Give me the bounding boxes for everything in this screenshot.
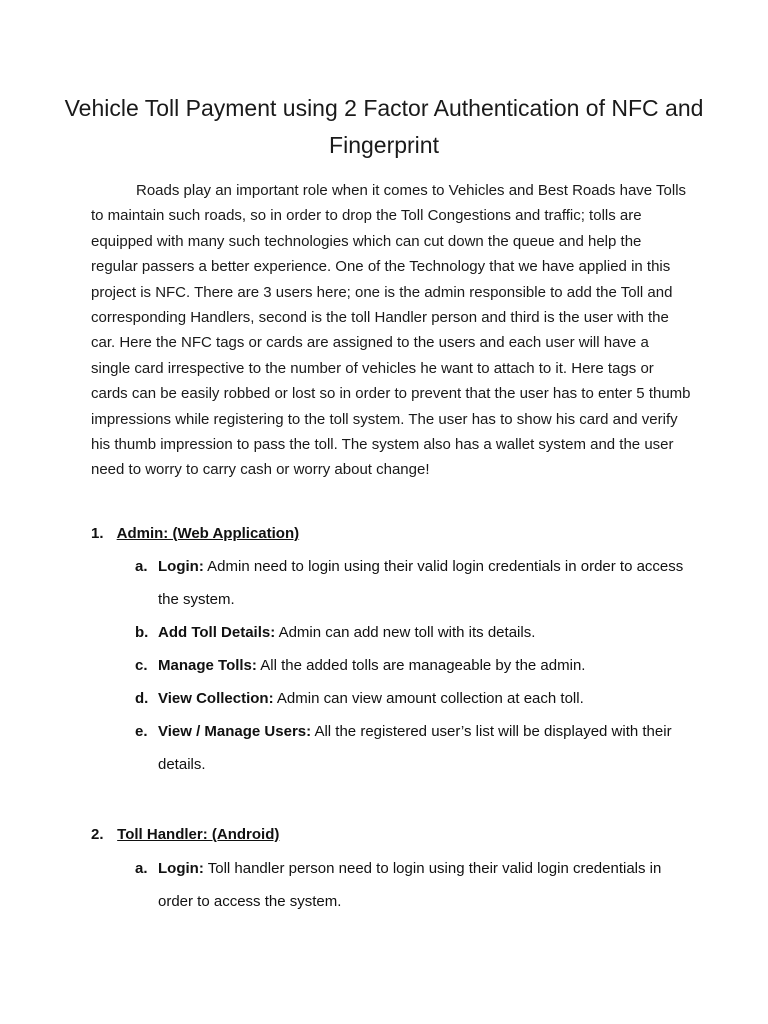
list-item <box>135 616 695 649</box>
item-text: Admin need to login using their valid login credentials in order to access the system. <box>158 558 684 608</box>
section-label: Admin: (Web Application) <box>116 525 300 542</box>
item-key: Login: <box>158 558 204 575</box>
section-label: Toll Handler: (Android) <box>117 826 280 843</box>
item-letter: e. <box>135 723 148 740</box>
section-heading-toll-handler <box>91 824 279 846</box>
document-title: Vehicle Toll Payment using 2 Factor Authentication of NFC and Fingerprint <box>64 95 704 158</box>
section-heading-admin <box>91 523 299 545</box>
intro-paragraph: Roads play an important role when it comes to Vehicles and Best Roads have Tolls to maintain such roads, so in order to drop the Toll Congestions and traffic; tolls are equipped with many such technologies which can cut down the queue and help the regular passers a better experience. One of the Technology that we have applied in this project is NFC. There are 3 users here; one is the admin responsible to add the Toll and corresponding Handlers, second is the toll Handler person and third is the user with the car. Here the NFC tags or cards are assigned to the users and each user will have a single card irrespective to the number of vehicles he want to attach to it. Here tags or cards can be easily robbed or lost so in order to prevent that the user has to enter 5 thumb impressions while registering to the toll system. The user has to show his card and verify his thumb impression to pass the toll. The system also has a wallet system and the user need to worry to carry cash or worry about change! <box>91 182 691 479</box>
item-letter: c. <box>135 657 148 674</box>
list-item <box>135 715 695 781</box>
section-number: 1. <box>91 525 104 542</box>
item-text: Admin can add new toll with its details. <box>275 624 536 641</box>
item-text: Toll handler person need to login using their valid login credentials in order to access the system. <box>158 860 662 910</box>
item-key: Add Toll Details: <box>158 624 276 641</box>
item-text: Admin can view amount collection at each toll. <box>273 690 584 707</box>
list-item <box>135 852 695 918</box>
item-letter: a. <box>135 860 148 877</box>
item-key: Manage Tolls: <box>158 657 257 674</box>
item-text: All the added tolls are manageable by the admin. <box>256 657 586 674</box>
item-key: View Collection: <box>158 690 274 707</box>
list-item <box>135 649 695 682</box>
item-letter: d. <box>135 690 149 707</box>
list-item <box>135 550 695 616</box>
section-number: 2. <box>91 826 104 843</box>
item-letter: a. <box>135 558 148 575</box>
item-key: View / Manage Users: <box>158 723 312 740</box>
list-item <box>135 682 695 715</box>
item-key: Login: <box>158 860 204 877</box>
item-text: All the registered user’s list will be displayed with their details. <box>158 723 672 773</box>
item-letter: b. <box>135 624 149 641</box>
